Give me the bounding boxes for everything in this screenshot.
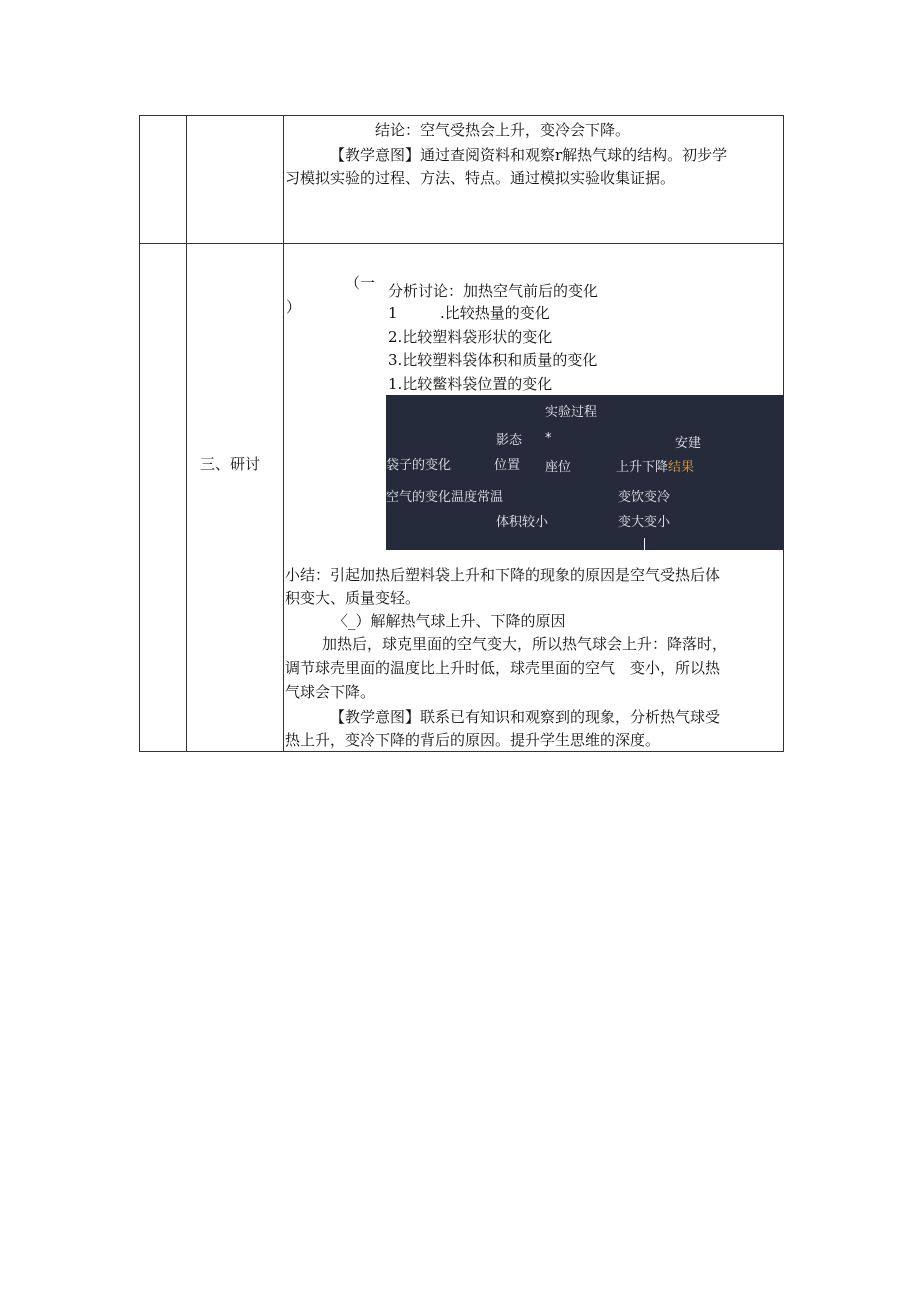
explanation-line-3: 气球会下降。 [285, 683, 376, 701]
explanation-line-2: 调节球壳里面的温度比上升时低，球壳里面的空气 变小，所以热 [285, 659, 721, 677]
list-item-2: 2.比较塑料袋形状的变化 [388, 328, 553, 346]
list-item-1: .比较热量的变化 [440, 304, 550, 322]
subsection-title: 〈_）解解热气球上升、下降的原因 [333, 612, 566, 630]
diagram-volume-change: 变大变小 [618, 515, 671, 530]
table-border-top [139, 115, 784, 116]
diagram-volume-small: 体积较小 [496, 515, 549, 530]
diagram-star: * [545, 431, 552, 446]
teaching-intent-2-line-1: 【教学意图】联系已有知识和观察到的现象，分析热气球受 [330, 708, 721, 726]
diagram-label-state: 影态 [496, 433, 523, 448]
diagram-position: 位置 [494, 458, 521, 473]
diagram-temp-change: 变饮变冷 [618, 490, 671, 505]
experiment-diagram [386, 395, 784, 550]
discussion-title: 分析讨论：加热空气前后的变化 [388, 282, 599, 300]
diagram-bag-change: 袋子的变化 [386, 458, 452, 473]
teaching-intent-line-1: 【教学意图】通过查阅资料和观察r解热气球的结构。初步学 [330, 146, 728, 164]
diagram-header: 实验过程 [545, 405, 598, 420]
teaching-intent-2-line-2: 热上升，变冷下降的背后的原因。提升学生思维的深度。 [285, 731, 661, 749]
section-marker-open: （一 [345, 274, 376, 292]
section-label: 三、研讨 [200, 455, 261, 473]
diagram-rise-fall: 上升下降 [616, 460, 669, 475]
explanation-line-1: 加热后，球克里面的空气变大，所以热气球会上升：降落时， [322, 635, 728, 653]
column-divider-2 [283, 115, 284, 752]
list-item-4: 1.比较鳖料袋位置的变化 [388, 375, 553, 393]
conclusion-text: 结论：空气受热会上升，变冷会下降。 [375, 121, 631, 139]
table-border-left [139, 115, 140, 752]
column-divider-1 [186, 115, 187, 752]
summary-line-2: 积变大、质量变轻。 [285, 589, 421, 607]
diagram-tick-mark [644, 538, 645, 550]
diagram-result: 结果 [668, 460, 695, 475]
teaching-intent-line-2: 习模拟实验的过程、方法、特点。通过模拟实验收集证据。 [285, 169, 676, 187]
list-item-1-number: 1 [388, 304, 398, 322]
diagram-label-anjian: 安建 [675, 436, 702, 451]
diagram-seat: 座位 [545, 460, 572, 475]
diagram-air-change: 空气的变化温度常温 [386, 490, 504, 505]
row-divider [139, 243, 784, 244]
list-item-3: 3.比较塑料袋体积和质量的变化 [388, 351, 598, 369]
section-marker-close: ） [286, 298, 302, 316]
summary-line-1: 小结：引起加热后塑料袋上升和下降的现象的原因是空气受热后体 [285, 566, 721, 584]
